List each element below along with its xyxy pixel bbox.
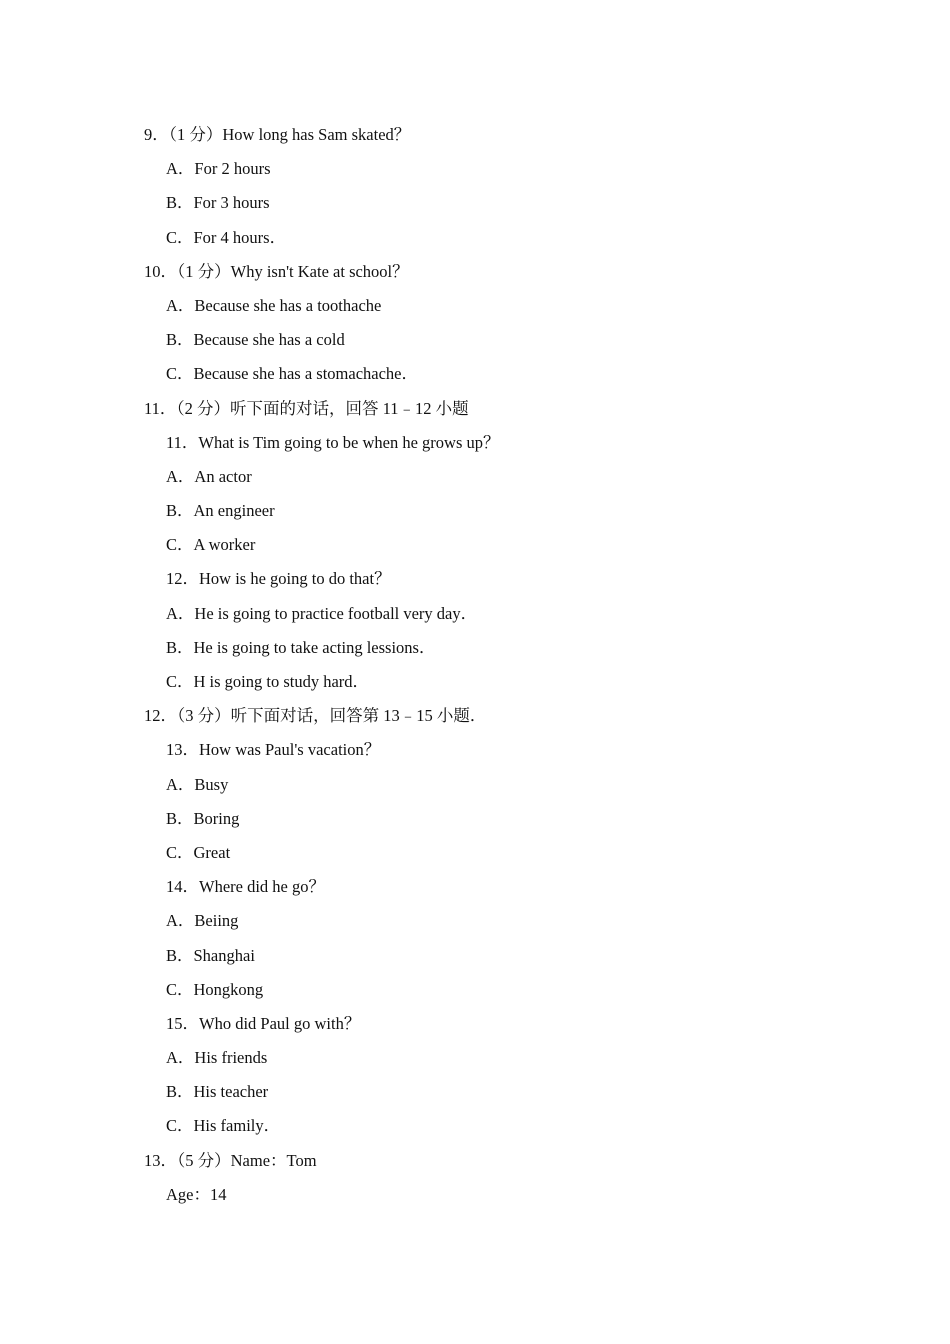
- option-11-a: A．An actor: [166, 466, 252, 486]
- subquestion-15: 15．Who did Paul go with？: [166, 1013, 361, 1033]
- option-15-b: B．His teacher: [166, 1082, 269, 1102]
- option-14-a: A．Beiing: [166, 911, 239, 931]
- option-13-a: A．Busy: [166, 774, 229, 794]
- info-age: Age：14: [166, 1184, 227, 1204]
- option-12-c: C．H is going to study hard．: [166, 672, 370, 691]
- option-14-b: B．Shanghai: [166, 945, 255, 965]
- subquestion-14: 14．Where did he go？: [166, 877, 325, 897]
- question-13: 13．（5 分）Name：Tom: [144, 1150, 317, 1170]
- document-page: [0, 118, 950, 1212]
- subquestion-12: 12．How is he going to do that？: [166, 569, 391, 589]
- option-11-b: B．An engineer: [166, 501, 275, 521]
- question-11: 11．（2 分）听下面的对话，回答 11﹣12 小题: [144, 398, 469, 418]
- option-13-b: B．Boring: [166, 808, 240, 828]
- option-10-b: B．Because she has a cold: [166, 330, 345, 350]
- option-10-a: A．Because she has a toothache: [166, 295, 382, 315]
- option-11-c: C．A worker: [166, 535, 256, 555]
- option-15-a: A．His friends: [166, 1048, 268, 1068]
- question-9: 9．（1 分）How long has Sam skated？: [144, 125, 411, 144]
- option-14-c: C．Hongkong: [166, 979, 264, 999]
- question-10: 10．（1 分）Why isn't Kate at school？: [144, 261, 409, 281]
- option-15-c: C．His family．: [166, 1116, 281, 1136]
- option-12-a: A．He is going to practice football very day．: [166, 603, 478, 623]
- question-12: 12．（3 分）听下面对话，回答第 13﹣15 小题．: [144, 706, 487, 726]
- subquestion-11: 11．What is Tim going to be when he grows up？: [166, 432, 500, 452]
- subquestion-13: 13．How was Paul's vacation？: [166, 740, 381, 760]
- option-9-b: B．For 3 hours: [166, 193, 270, 213]
- option-12-b: B．He is going to take acting lessions．: [166, 637, 436, 657]
- option-9-c: C．For 4 hours．: [166, 227, 287, 247]
- option-10-c: C．Because she has a stomachache．: [166, 364, 418, 384]
- option-9-a: A．For 2 hours: [166, 159, 271, 179]
- option-13-c: C．Great: [166, 842, 231, 862]
